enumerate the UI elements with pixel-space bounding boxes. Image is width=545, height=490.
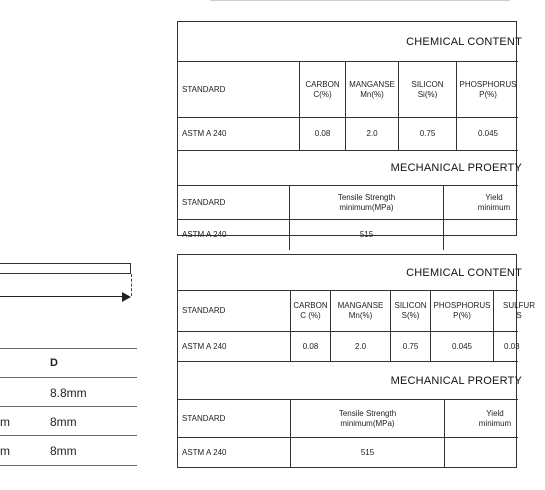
- mech-data-row-2: [178, 438, 518, 468]
- carbon-label: CARBON: [305, 79, 340, 89]
- col-silicon-header: [399, 62, 457, 117]
- row-label: m: [0, 415, 10, 429]
- dimension-header-d: D: [50, 357, 58, 369]
- manganese-value-2: 2.0: [331, 332, 391, 361]
- tensile-value: 515: [290, 220, 444, 250]
- col-phosphorus-header-2: [431, 291, 494, 331]
- yield-value-2: [445, 438, 545, 468]
- row-label: m: [0, 444, 10, 458]
- mech-standard-header: STANDARD: [178, 186, 290, 219]
- col-manganese-header: [346, 62, 399, 117]
- silicon-label: SILICON: [411, 79, 444, 89]
- chem-title-row: [178, 22, 522, 62]
- col-carbon-header-2: [291, 291, 331, 331]
- dimension-header-row: [0, 348, 137, 378]
- col-manganese-header-2: [331, 291, 391, 331]
- phosphorus-value-2: 0.045: [431, 332, 494, 361]
- table-row: [0, 377, 137, 407]
- sulfur-label-2: SULFUR: [502, 301, 535, 310]
- phosphorus-label: PHOSPHORUS: [459, 79, 517, 89]
- manganese-unit-2: Mn(%): [348, 311, 373, 320]
- table-row: [0, 406, 137, 436]
- yield-value: [444, 220, 544, 250]
- manganese-label-2: MANGANSE: [337, 301, 384, 310]
- mech-standard-value: ASTM A 240: [178, 220, 290, 250]
- page-top-divider: [210, 0, 510, 1]
- tensile-label-2: Tensile Strength: [338, 408, 397, 418]
- silicon-value-2: 0.75: [391, 332, 431, 361]
- manganese-value: 2.0: [346, 118, 399, 150]
- carbon-unit: C(%): [313, 89, 332, 99]
- col-standard-header-2: STANDARD: [178, 291, 291, 331]
- yield-unit-2: minimum: [478, 418, 512, 428]
- mech-title-row-2: [178, 362, 522, 400]
- mech-standard-value-2: ASTM A 240: [178, 438, 291, 468]
- silicon-unit: Si(%): [417, 89, 438, 99]
- mech-data-row: [178, 220, 518, 250]
- col-phosphorus-header: [457, 62, 519, 117]
- yield-header: [444, 186, 544, 219]
- standard-value-2: ASTM A 240: [178, 332, 291, 361]
- yield-unit: minimum: [477, 202, 511, 212]
- sulfur-unit-2: S: [516, 311, 522, 320]
- silicon-unit-2: S(%): [401, 311, 420, 320]
- silicon-value: 0.75: [399, 118, 457, 150]
- arrow-right-icon: [122, 292, 131, 302]
- row-value: 8.8mm: [50, 386, 87, 400]
- tensile-value-2: 515: [291, 438, 445, 468]
- yield-header-2: [445, 400, 545, 437]
- yield-label-2: Yield: [486, 408, 504, 418]
- carbon-label-2: CARBON: [293, 301, 328, 310]
- phosphorus-value: 0.045: [477, 129, 499, 138]
- chemical-content-title: CHEMICAL CONTENT: [406, 35, 522, 48]
- row-value: 8mm: [50, 444, 77, 458]
- mech-header-row-2: [178, 400, 518, 438]
- silicon-label-2: SILICON: [394, 301, 427, 310]
- col-standard-header: STANDARD: [178, 62, 300, 117]
- manganese-label: MANGANSE: [349, 79, 395, 89]
- chem-data-row-2: [178, 332, 518, 362]
- carbon-value: 0.08: [300, 118, 346, 150]
- carbon-unit-2: C (%): [300, 311, 321, 320]
- chemical-content-title-2: CHEMICAL CONTENT: [406, 266, 522, 279]
- mech-title-row: [178, 151, 522, 186]
- mechanical-property-title: MECHANICAL PROERTY: [390, 162, 522, 174]
- col-sulfur-header-2: [494, 291, 544, 331]
- phosphorus-label-2: PHOSPHORUS: [433, 301, 491, 310]
- standard-value: ASTM A 240: [178, 118, 300, 150]
- col-carbon-header: [300, 62, 346, 117]
- tensile-unit: minimum(MPa): [339, 202, 394, 212]
- yield-label: Yield: [485, 192, 503, 202]
- sulfur-value-2: 0.03: [504, 341, 520, 351]
- dimension-extension-line: [131, 274, 132, 296]
- tensile-header: [290, 186, 444, 219]
- mech-header-row: [178, 186, 518, 220]
- row-value: 8mm: [50, 415, 77, 429]
- spec-table-2: [177, 254, 535, 468]
- manganese-unit: Mn(%): [360, 89, 384, 99]
- tensile-unit-2: minimum(MPa): [340, 418, 395, 428]
- chem-header-row-2: [178, 291, 535, 332]
- chem-title-row-2: [178, 255, 522, 291]
- chem-header-row: [178, 62, 518, 118]
- mech-standard-header-2: STANDARD: [178, 400, 291, 437]
- table-row: [0, 435, 137, 466]
- phosphorus-unit-2: P(%): [453, 311, 471, 320]
- carbon-value-2: 0.08: [291, 332, 331, 361]
- spec-table-1: [177, 21, 522, 239]
- dimension-arrow-line: [0, 296, 124, 297]
- mechanical-property-title-2: MECHANICAL PROERTY: [390, 374, 522, 387]
- tensile-header-2: [291, 400, 445, 437]
- flat-bar-drawing: [0, 263, 131, 274]
- phosphorus-unit: P(%): [479, 89, 497, 99]
- col-silicon-header-2: [391, 291, 431, 331]
- tensile-label: Tensile Strength: [337, 192, 396, 202]
- chem-data-row: [178, 118, 518, 151]
